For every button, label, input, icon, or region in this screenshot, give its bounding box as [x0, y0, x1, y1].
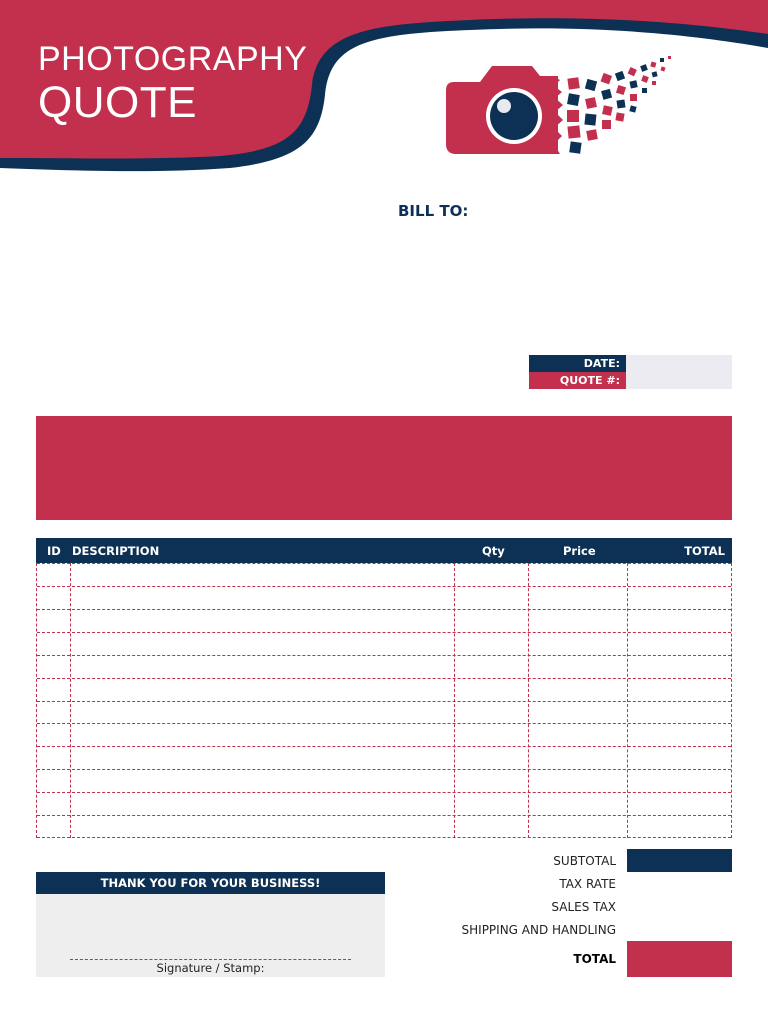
total-label: TOTAL	[573, 952, 616, 966]
row-divider	[37, 723, 731, 724]
signature-line	[70, 959, 351, 960]
items-table-header	[36, 538, 732, 563]
row-divider	[37, 563, 731, 564]
col-id-header: ID	[47, 544, 61, 558]
row-divider	[37, 586, 731, 587]
quote-number-label: QUOTE #:	[529, 372, 626, 389]
items-table-body	[36, 563, 732, 838]
row-divider	[37, 701, 731, 702]
row-divider	[37, 769, 731, 770]
shipping-label: SHIPPING AND HANDLING	[461, 923, 616, 937]
subtotal-label: SUBTOTAL	[553, 854, 616, 868]
row-divider	[37, 655, 731, 656]
row-divider	[37, 678, 731, 679]
sales-tax-label: SALES TAX	[551, 900, 616, 914]
title-line-2: QUOTE	[38, 78, 197, 127]
bill-to-label: BILL TO:	[398, 202, 469, 220]
notes-banner	[36, 416, 732, 520]
row-divider	[37, 837, 731, 838]
title-line-1: PHOTOGRAPHY	[38, 40, 308, 78]
col-price-header: Price	[563, 544, 596, 558]
row-divider	[37, 746, 731, 747]
date-quote-value-field[interactable]	[626, 355, 732, 389]
row-divider	[37, 792, 731, 793]
subtotal-value-field[interactable]	[627, 849, 732, 872]
row-divider	[37, 815, 731, 816]
col-qty-header: Qty	[482, 544, 505, 558]
camera-icon	[440, 50, 675, 160]
col-description-header: DESCRIPTION	[72, 544, 160, 558]
row-divider	[37, 609, 731, 610]
signature-label: Signature / Stamp:	[156, 961, 265, 975]
col-total-header: TOTAL	[684, 544, 725, 558]
thanks-heading: THANK YOU FOR YOUR BUSINESS!	[36, 872, 385, 894]
date-label: DATE:	[529, 355, 626, 372]
tax-rate-label: TAX RATE	[559, 877, 616, 891]
total-value-field[interactable]	[627, 941, 732, 977]
row-divider	[37, 632, 731, 633]
